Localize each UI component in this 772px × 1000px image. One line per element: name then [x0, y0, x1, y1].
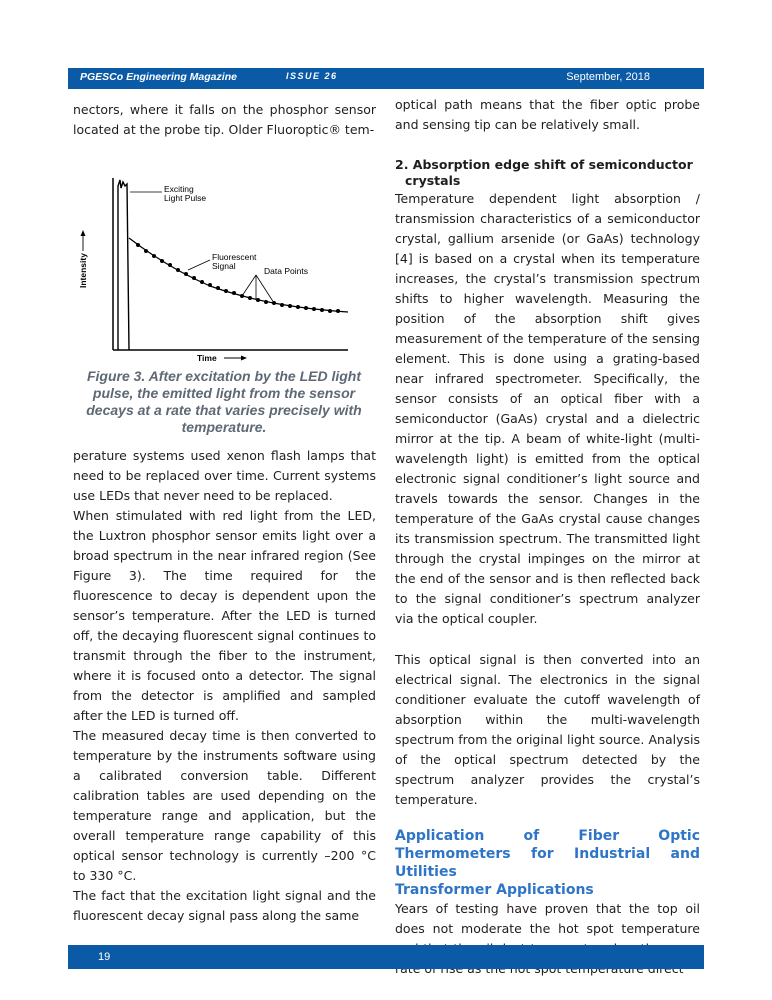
left-paragraph-4: The fact that the excitation light signal and the fluorescent decay signal pass along the same	[73, 888, 376, 923]
figure-caption: Figure 3. After excitation by the LED light pulse, the emitted light from the sensor decays at a rate that varies precisely with temperature.	[86, 368, 362, 435]
issue-number: ISSUE 26	[286, 71, 338, 81]
left-paragraph-3: The measured decay time is then converted to temperature by the instruments software using a calibrated conversion table. Different calibration tables are used depending on the temperature range and application, but the overall temperature range capability of this optical sensor technology is currently –200 °C to 330 °C.	[73, 728, 376, 883]
application-heading: Application of Fiber Optic Thermometers for Industrial and Utilities	[395, 828, 700, 880]
label-data-points: Data Points	[264, 266, 308, 276]
issue-date: September, 2018	[566, 71, 650, 83]
transformer-subheading: Transformer Applications	[395, 882, 594, 898]
page-number: 19	[98, 951, 111, 963]
section-heading-2-cont: crystals	[405, 173, 461, 188]
section-heading-2: 2. Absorption edge shift of semiconductor	[395, 157, 693, 172]
left-column-top	[73, 100, 376, 140]
decay-diagram	[70, 178, 380, 363]
label-fluorescent: Fluorescent	[212, 252, 257, 262]
right-paragraph-3: Years of testing have proven that the top oil does not moderate the hot spot temperature	[395, 901, 700, 936]
magazine-title: PGESCo Engineering Magazine	[80, 71, 237, 83]
right-paragraph-2: This optical signal is then converted into an electrical signal. The electronics in the signal conditioner evaluate the cutoff wavelength of absorption within the multi-wavelength spectrum from the original light source. Analysis of the optical spectrum detected by the spectrum analyzer provides the crystal’s temperature.	[395, 652, 700, 807]
y-axis-label: Intensity	[78, 253, 88, 288]
left-top-paragraph: nectors, where it falls on the phosphor sensor located at the probe tip. Older Fluoroptic® tem-	[73, 102, 376, 137]
figure-3	[70, 178, 380, 363]
left-paragraph-1: perature systems used xenon flash lamps that need to be replaced over time. Current systems use LEDs that never need to be replaced.	[73, 448, 376, 503]
label-signal: Signal	[212, 261, 236, 271]
label-exciting: Exciting	[164, 184, 194, 194]
right-paragraph-1: Temperature dependent light absorption / transmission characteristics of a semiconductor crystal, gallium arsenide (or GaAs) technology [4] is based on a crystal when its temperature increases, the crystal’s transmission spectrum shifts to higher wavelength. Measuring the position of the absorption shift gives measurement of the temperature of the sensing element. This is done using a grating-based near infrared spectrometer. Specifically, the sensor consists of an optical fiber with a semiconductor (GaAs) crystal and a dielectric mirror at the tip. A beam of white-light (multi-wavelength light) is emitted from the optical electronic signal conditioner’s light source and travels towards the sensor. Changes in the temperature of the GaAs crystal cause changes its transmission spectrum. The transmitted light through the crystal impinges on the mirror at the end of the sensor and is then reflected back to the signal conditioner’s spectrum analyzer via the optical coupler.	[395, 191, 700, 626]
label-light-pulse: Light Pulse	[164, 193, 207, 203]
page-footer	[68, 945, 704, 969]
decay-curve	[129, 238, 348, 312]
right-column	[395, 95, 700, 979]
x-axis-label: Time	[197, 353, 217, 363]
excitation-pulse	[118, 180, 129, 350]
right-intro: optical path means that the fiber optic probe and sensing tip can be relatively small.	[395, 97, 700, 132]
left-column-body	[73, 446, 376, 926]
page-header	[68, 68, 704, 89]
left-paragraph-2: When stimulated with red light from the LED, the Luxtron phosphor sensor emits light over a broad spectrum in the near infrared region (See Figure 3). The time required for the fluorescence to decay is dependent upon the sensor’s temperature. After the LED is turned off, the decaying fluorescent signal continues to transmit through the fiber to the instrument, where it is focused onto a detector. The signal from the detector is amplified and sampled after the LED is turned off.	[73, 508, 376, 723]
